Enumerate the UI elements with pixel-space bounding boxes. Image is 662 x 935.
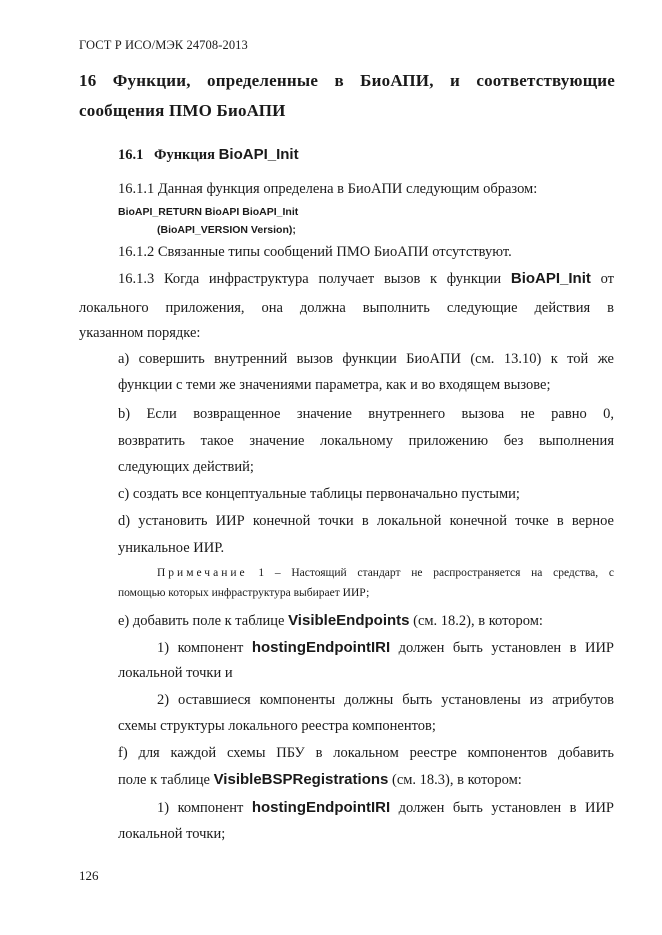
paragraph-16-1-3-line2: локального приложения, она должна выполнить следующие действия в	[79, 300, 614, 316]
paragraph-16-1-3-line1	[118, 271, 614, 287]
item-d-line1: d) установить ИИР конечной точки в локальной конечной точке в верное	[118, 513, 614, 529]
item-a-line1: а) совершить внутренний вызов функции БиоАПИ (см. 13.10) к той же	[118, 351, 614, 367]
item-a-line2: функции с теми же значениями параметра, как и во входящем вызове;	[118, 377, 551, 393]
paragraph-16-1-3-line3: указанном порядке:	[79, 325, 201, 341]
item-e1-line2: локальной точки и	[118, 665, 233, 681]
item-f-line2	[118, 772, 522, 788]
item-d-line2: уникальное ИИР.	[118, 540, 225, 556]
item-e2-line1: 2) оставшиеся компоненты должны быть установлены из атрибутов	[157, 692, 614, 708]
section-16-1-heading	[118, 146, 299, 164]
item-e-after: (см. 18.2), в котором:	[413, 613, 543, 629]
note-1-line2: помощью которых инфраструктура выбирает ИИР;	[118, 587, 370, 599]
item-e2-line2: схемы структуры локального реестра компонентов;	[118, 718, 436, 734]
item-e1-after: должен быть установлен в ИИР	[398, 640, 614, 656]
item-f-line1: f) для каждой схемы ПБУ в локальном реестре компонентов добавить	[118, 745, 614, 761]
item-f1-before: 1) компонент	[157, 800, 244, 816]
p1613-code: BioAPI_Init	[510, 270, 591, 287]
p1613-text-after: от	[600, 271, 614, 287]
paragraph-16-1-1: 16.1.1 Данная функция определена в БиоАПИ следующим образом:	[118, 181, 538, 197]
item-f-after: (см. 18.3), в котором:	[391, 772, 522, 788]
item-b-line1: b) Если возвращенное значение внутреннего вызова не равно 0,	[118, 406, 614, 422]
item-f1-code: hostingEndpointIRI	[251, 799, 391, 816]
item-c-line1: с) создать все концептуальные таблицы первоначально пустыми;	[118, 486, 520, 502]
section-title-code: BioAPI_Init	[218, 146, 299, 163]
item-b-line2: возвратить такое значение локальному приложению без выполнения	[118, 433, 614, 449]
code-line-2: (BioAPI_VERSION Version);	[157, 224, 296, 236]
note-label: Примечание	[157, 567, 248, 579]
paragraph-16-1-2: 16.1.2 Связанные типы сообщений ПМО БиоАПИ отсутствуют.	[118, 244, 512, 260]
item-f1-line2: локальной точки;	[118, 826, 226, 842]
page-number: 126	[79, 868, 99, 883]
section-number: 16.1	[118, 147, 144, 163]
item-f-before: поле к таблице	[118, 772, 210, 788]
item-f1-line1	[157, 800, 614, 816]
item-e-line1	[118, 613, 543, 629]
item-e-before: е) добавить поле к таблице	[118, 613, 285, 629]
item-e1-line1	[157, 640, 614, 656]
note-text: 1 – Настоящий стандарт не распространяется на средства, с	[258, 567, 614, 579]
note-1-line1	[157, 567, 614, 579]
item-f1-after: должен быть установлен в ИИР	[398, 800, 614, 816]
item-e1-before: 1) компонент	[157, 640, 244, 656]
item-e-code: VisibleEndpoints	[288, 612, 410, 629]
section-title-prefix: Функция	[154, 147, 215, 163]
item-b-line3: следующих действий;	[118, 459, 254, 475]
section-16-title-line1: 16 Функции, определенные в БиоАПИ, и соответствующие	[79, 71, 615, 90]
section-16-title-line2: сообщения ПМО БиоАПИ	[79, 101, 286, 120]
code-line-1: BioAPI_RETURN BioAPI BioAPI_Init	[118, 206, 299, 218]
page-header-standard: ГОСТ Р ИСО/МЭК 24708-2013	[79, 38, 248, 52]
item-f-code: VisibleBSPRegistrations	[213, 771, 389, 788]
item-e1-code: hostingEndpointIRI	[251, 639, 391, 656]
p1613-text-before: 16.1.3 Когда инфраструктура получает вызов к функции	[118, 271, 502, 287]
